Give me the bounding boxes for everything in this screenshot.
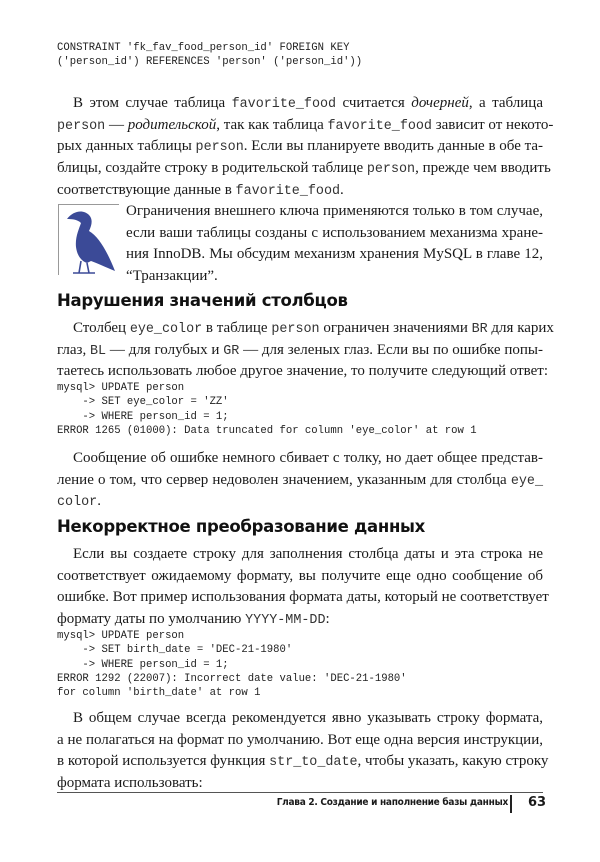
code-line: mysql> UPDATE person (57, 630, 185, 642)
code-line: ERROR 1292 (22007): Incorrect date value: 'DEC-21-1980' (57, 672, 407, 685)
text-line (57, 136, 543, 158)
text-run: — для голубых и (106, 341, 224, 358)
text-run: : (325, 611, 330, 628)
note-foreign-key (126, 201, 543, 288)
text-run: , так как таблица (216, 116, 328, 133)
footer-chapter-title: Глава 2. Создание и наполнение базы данных (276, 797, 508, 808)
inline-code: str_to_date (269, 755, 358, 771)
code-constraint (57, 41, 543, 70)
text-run: . (340, 181, 344, 198)
text-run: Сообщение об ошибке немного сбивает с толку, но дает общее представ- (73, 450, 543, 466)
text-line (57, 587, 549, 609)
text-line (57, 340, 543, 362)
footer-separator (510, 795, 512, 813)
text-run: в которой используется функция (57, 753, 270, 770)
heading-column-violations: Нарушения значений столбцов (57, 291, 348, 310)
text-run: соответствует ожидаемому формату, вы получите еще одно сообщение об (57, 567, 543, 584)
text-run: для карих (487, 320, 554, 336)
text-line (57, 609, 543, 631)
text-run: “Транзакции”. (126, 268, 218, 285)
text-run: считается (336, 95, 412, 111)
code-line: ('person_id') REFERENCES 'person' ('person_id')) (57, 56, 363, 69)
paragraph-format (57, 708, 549, 795)
text-run: соответствующие данные в (57, 181, 236, 198)
text-line (126, 223, 543, 245)
text-line (57, 751, 549, 773)
text-line (57, 115, 554, 137)
text-run: таетесь использовать любое другое значение, то получите следующий ответ: (57, 363, 548, 380)
text-line (57, 544, 543, 566)
inline-code: person (366, 162, 416, 178)
text-run: В общем случае всегда рекомендуется явно указывать строку формата, (73, 710, 543, 726)
inline-code: eye_ (510, 473, 543, 489)
text-run: Столбец (73, 320, 130, 336)
heading-bad-conversion: Некорректное преобразование данных (57, 517, 426, 536)
inline-code: eye_color (129, 322, 203, 337)
text-line (126, 244, 543, 266)
text-run: , прежде чем вводить (415, 160, 551, 177)
text-run: . Если вы планируете вводить данные в обе та- (243, 138, 544, 155)
text-line (57, 318, 554, 340)
text-run: ление о том, что сервер недоволен значением, указанным для столбца (57, 471, 511, 488)
text-run: ошибке. Вот пример использования формата даты, который не соответствует (57, 589, 549, 606)
inline-code: YYYY-MM-DD (245, 613, 326, 629)
emphasis: дочерней (411, 95, 469, 111)
page-number: 63 (528, 795, 547, 810)
inline-code: favorite_food (231, 97, 337, 112)
text-run: в таблице (202, 320, 272, 336)
text-line (57, 708, 543, 730)
text-run: В этом случае таблица (73, 95, 232, 111)
emphasis: родительской (127, 116, 217, 133)
text-line (57, 93, 543, 115)
text-run: зависит от некото- (431, 116, 554, 133)
footer-rule (57, 792, 543, 793)
code-eye-color (57, 381, 543, 438)
text-line (126, 201, 543, 223)
code-line: ERROR 1265 (01000): Data truncated for column 'eye_color' at row 1 (57, 424, 477, 437)
text-run: ния InnoDB. Мы обсудим механизм хранения MySQL в главе 12, (126, 246, 543, 263)
text-run: если ваши таблицы созданы с использованием механизма хране- (126, 224, 543, 241)
text-run: — для зеленых глаз. Если вы по ошибке попы- (239, 341, 543, 358)
text-run: — (105, 116, 128, 133)
text-line (57, 470, 543, 492)
text-run: Ограничения внешнего ключа применяются только в том случае, (126, 203, 543, 219)
inline-code: color (57, 495, 98, 511)
code-line: CONSTRAINT 'fk_fav_food_person_id' FOREIGN KEY (57, 42, 350, 54)
text-run: . (97, 493, 101, 510)
bird-icon (58, 204, 119, 275)
code-line: -> WHERE person_id = 1; (57, 410, 229, 423)
code-line: mysql> UPDATE person (57, 382, 185, 394)
text-run: рых данных таблицы (57, 138, 196, 155)
inline-code: BR (471, 322, 488, 337)
inline-code: person (57, 118, 106, 134)
code-line: -> WHERE person_id = 1; (57, 658, 229, 671)
text-line (57, 730, 543, 752)
text-line (57, 491, 543, 513)
text-run: формата использовать: (57, 775, 203, 792)
text-run: блицы, создайте строку в родительской таблице (57, 160, 367, 177)
inline-code: favorite_food (235, 183, 341, 199)
paragraph-eye-color (57, 318, 554, 383)
inline-code: person (195, 140, 244, 156)
code-line: -> SET eye_color = 'ZZ' (57, 396, 229, 409)
text-run: формату даты по умолчанию (57, 611, 246, 628)
text-run: а не полагаться на формат по умолчанию. Вот еще одна версия инструкции, (57, 731, 543, 748)
inline-code: BL (90, 343, 107, 359)
text-line (57, 180, 543, 202)
inline-code: GR (223, 343, 240, 359)
code-line: for column 'birth_date' at row 1 (57, 687, 261, 700)
paragraph-date (57, 544, 549, 631)
inline-code: person (271, 322, 320, 337)
inline-code: favorite_food (327, 118, 432, 134)
text-run: , чтобы указать, какую строку (357, 753, 549, 770)
text-line (57, 566, 543, 588)
text-line (126, 266, 543, 288)
text-line (57, 361, 548, 383)
text-run: ограничен значениями (319, 320, 472, 336)
text-run: глаз, (57, 341, 91, 358)
paragraph-error-message (57, 448, 543, 513)
text-line (57, 448, 543, 470)
code-line: -> SET birth_date = 'DEC-21-1980' (57, 644, 293, 657)
text-run: Если вы создаете строку для заполнения столбца даты и эта строка не (73, 546, 543, 562)
text-line (57, 158, 551, 180)
code-date (57, 629, 543, 700)
text-run: , а таблица (468, 95, 543, 111)
paragraph-child-parent (57, 93, 554, 201)
